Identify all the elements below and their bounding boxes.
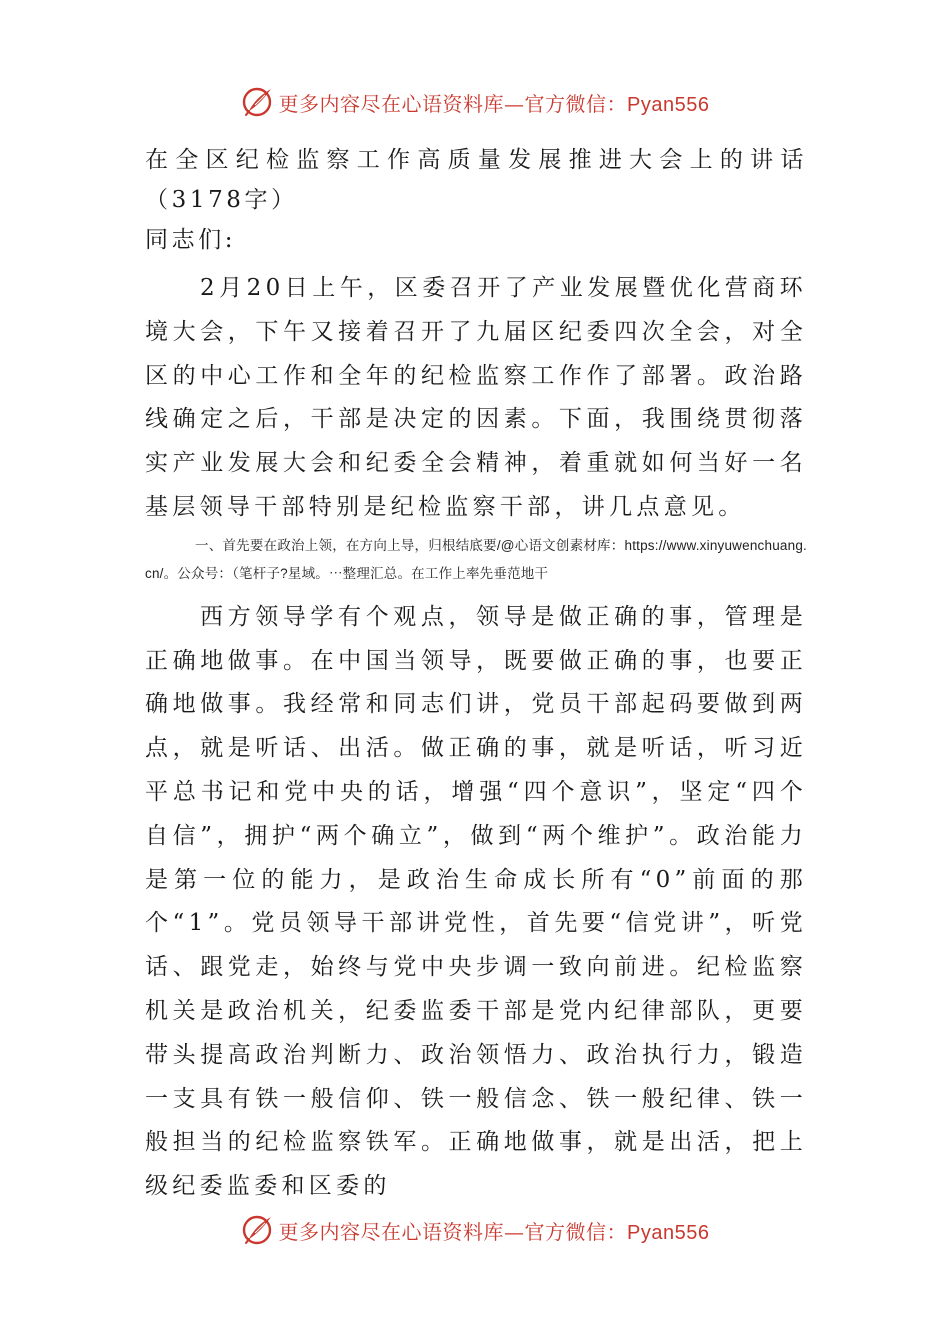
pen-feather-logo-icon — [241, 1213, 275, 1247]
document-body — [145, 140, 807, 1209]
greeting: 同志们: — [145, 227, 237, 253]
watermark-wechat-id: Pyan556 — [627, 93, 710, 116]
watermark-wechat-id: Pyan556 — [627, 1221, 710, 1244]
section-heading-1: 一、首先要在政治上领，在方向上导，归根结底要/@心语文创素材库：https://www.xinyuwenchuang.cn/。公众号：（笔杆子?星域。⋯整理汇总。在工作上率先垂范地干 — [145, 537, 807, 581]
pen-feather-logo-icon — [241, 85, 275, 119]
paragraph-intro: 2月20日上午，区委召开了产业发展暨优化营商环境大会，下午又接着召开了九届区纪委四次全会，对全区的中心工作和全年的纪检监察工作作了部署。政治路线确定之后，干部是决定的因素。下面，我围绕贯彻落实产业发展大会和纪委全会精神，着重就如何当好一名基层领导干部特别是纪检监察干部，讲几点意见。 — [145, 275, 807, 520]
watermark-banner-top — [0, 82, 950, 122]
document-title: 在全区纪检监察工作高质量发展推进大会上的讲话（3178字） — [145, 147, 807, 213]
paragraph-section-1: 西方领导学有个观点，领导是做正确的事，管理是正确地做事。在中国当领导，既要做正确的事，也要正确地做事。我经常和同志们讲，党员干部起码要做到两点，就是听话、出活。做正确的事，就是听话，听习近平总书记和党中央的话，增强“四个意识”，坚定“四个自信”，拥护“两个确立”，做到“两个维护”。政治能力是第一位的能力，是政治生命成长所有“0”前面的那个“1”。党员领导干部讲党性，首先要“信党讲”，听党话、跟党走，始终与党中央步调一致向前进。纪检监察机关是政治机关，纪委监委干部是党内纪律部队，更要带头提高政治判断力、政治领悟力、政治执行力，锻造一支具有铁一般信仰、铁一般信念、铁一般纪律、铁一般担当的纪检监察铁军。正确地做事，就是出活，把上级纪委监委和区委的 — [145, 603, 807, 1200]
watermark-text: 更多内容尽在心语资料库—官方微信：Pyan556 — [278, 91, 710, 116]
watermark-banner-bottom — [0, 1210, 950, 1250]
watermark-text: 更多内容尽在心语资料库—官方微信：Pyan556 — [278, 1219, 710, 1244]
